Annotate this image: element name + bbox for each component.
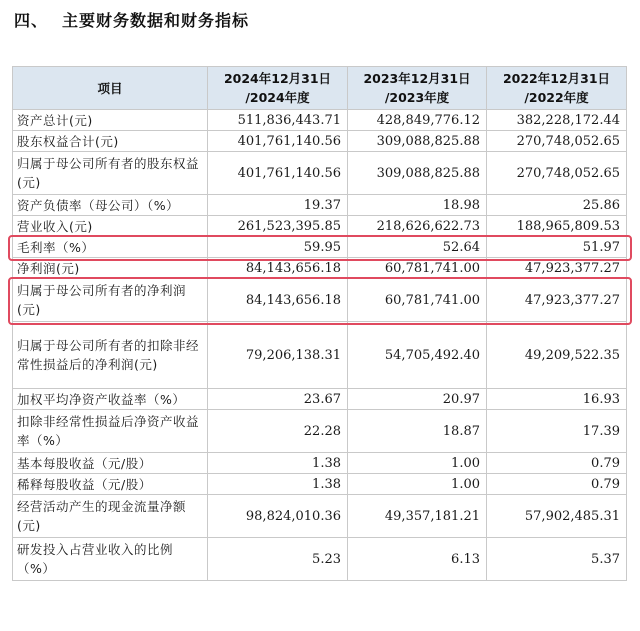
cell-2022: 270,748,052.65 [487, 152, 627, 195]
cell-2024: 401,761,140.56 [208, 152, 348, 195]
section-heading [14, 8, 249, 31]
cell-2022: 25.86 [487, 195, 627, 216]
table-row-highlighted [13, 237, 627, 258]
cell-2023: 52.64 [348, 237, 487, 258]
cell-2023: 428,849,776.12 [348, 110, 487, 131]
cell-2022: 270,748,052.65 [487, 131, 627, 152]
table-row-highlighted [13, 279, 627, 322]
cell-2024: 1.38 [208, 474, 348, 495]
row-label: 加权平均净资产收益率（%） [13, 389, 208, 410]
cell-2022: 51.97 [487, 237, 627, 258]
section-title: 主要财务数据和财务指标 [62, 11, 250, 30]
cell-2024: 1.38 [208, 453, 348, 474]
table-header-row [13, 67, 627, 110]
table-row [13, 195, 627, 216]
table-row [13, 453, 627, 474]
cell-2022: 47,923,377.27 [487, 258, 627, 279]
cell-2023: 1.00 [348, 474, 487, 495]
cell-2022: 0.79 [487, 474, 627, 495]
row-label: 毛利率（%） [13, 237, 208, 258]
row-label: 资产负债率（母公司）（%） [13, 195, 208, 216]
cell-2024: 5.23 [208, 538, 348, 581]
cell-2022: 16.93 [487, 389, 627, 410]
cell-2023: 60,781,741.00 [348, 279, 487, 322]
cell-2024: 84,143,656.18 [208, 258, 348, 279]
cell-2022: 47,923,377.27 [487, 279, 627, 322]
section-number: 四、 [14, 11, 49, 30]
cell-2022: 0.79 [487, 453, 627, 474]
cell-2022: 17.39 [487, 410, 627, 453]
row-label: 经营活动产生的现金流量净额(元) [13, 495, 208, 538]
row-label: 基本每股收益（元/股） [13, 453, 208, 474]
header-2024: 2024年12月31日 /2024年度 [208, 67, 348, 110]
cell-2024: 19.37 [208, 195, 348, 216]
row-label: 研发投入占营业收入的比例（%） [13, 538, 208, 581]
row-label: 归属于母公司所有者的股东权益(元) [13, 152, 208, 195]
cell-2024: 401,761,140.56 [208, 131, 348, 152]
table-row [13, 322, 627, 389]
header-item: 项目 [13, 67, 208, 110]
row-label: 扣除非经常性损益后净资产收益率（%） [13, 410, 208, 453]
cell-2023: 18.98 [348, 195, 487, 216]
header-2023: 2023年12月31日 /2023年度 [348, 67, 487, 110]
table-row [13, 474, 627, 495]
row-label: 归属于母公司所有者的扣除非经常性损益后的净利润(元) [13, 322, 208, 389]
financial-data-table [12, 66, 627, 581]
cell-2022: 5.37 [487, 538, 627, 581]
row-label: 净利润(元) [13, 258, 208, 279]
cell-2024: 23.67 [208, 389, 348, 410]
cell-2023: 309,088,825.88 [348, 152, 487, 195]
cell-2022: 188,965,809.53 [487, 216, 627, 237]
table-row [13, 152, 627, 195]
table-row [13, 258, 627, 279]
cell-2022: 57,902,485.31 [487, 495, 627, 538]
cell-2023: 20.97 [348, 389, 487, 410]
row-label: 归属于母公司所有者的净利润(元) [13, 279, 208, 322]
table-row [13, 110, 627, 131]
cell-2024: 22.28 [208, 410, 348, 453]
cell-2023: 54,705,492.40 [348, 322, 487, 389]
cell-2022: 382,228,172.44 [487, 110, 627, 131]
cell-2023: 218,626,622.73 [348, 216, 487, 237]
cell-2022: 49,209,522.35 [487, 322, 627, 389]
cell-2023: 18.87 [348, 410, 487, 453]
cell-2023: 1.00 [348, 453, 487, 474]
table-row [13, 389, 627, 410]
cell-2023: 49,357,181.21 [348, 495, 487, 538]
cell-2024: 84,143,656.18 [208, 279, 348, 322]
row-label: 股东权益合计(元) [13, 131, 208, 152]
row-label: 营业收入(元) [13, 216, 208, 237]
cell-2024: 261,523,395.85 [208, 216, 348, 237]
cell-2023: 309,088,825.88 [348, 131, 487, 152]
row-label: 稀释每股收益（元/股） [13, 474, 208, 495]
table-row [13, 538, 627, 581]
cell-2024: 98,824,010.36 [208, 495, 348, 538]
cell-2024: 79,206,138.31 [208, 322, 348, 389]
cell-2024: 511,836,443.71 [208, 110, 348, 131]
cell-2023: 6.13 [348, 538, 487, 581]
table-row [13, 216, 627, 237]
table-row [13, 495, 627, 538]
table-row [13, 131, 627, 152]
row-label: 资产总计(元) [13, 110, 208, 131]
cell-2024: 59.95 [208, 237, 348, 258]
header-2022: 2022年12月31日 /2022年度 [487, 67, 627, 110]
table-row [13, 410, 627, 453]
cell-2023: 60,781,741.00 [348, 258, 487, 279]
